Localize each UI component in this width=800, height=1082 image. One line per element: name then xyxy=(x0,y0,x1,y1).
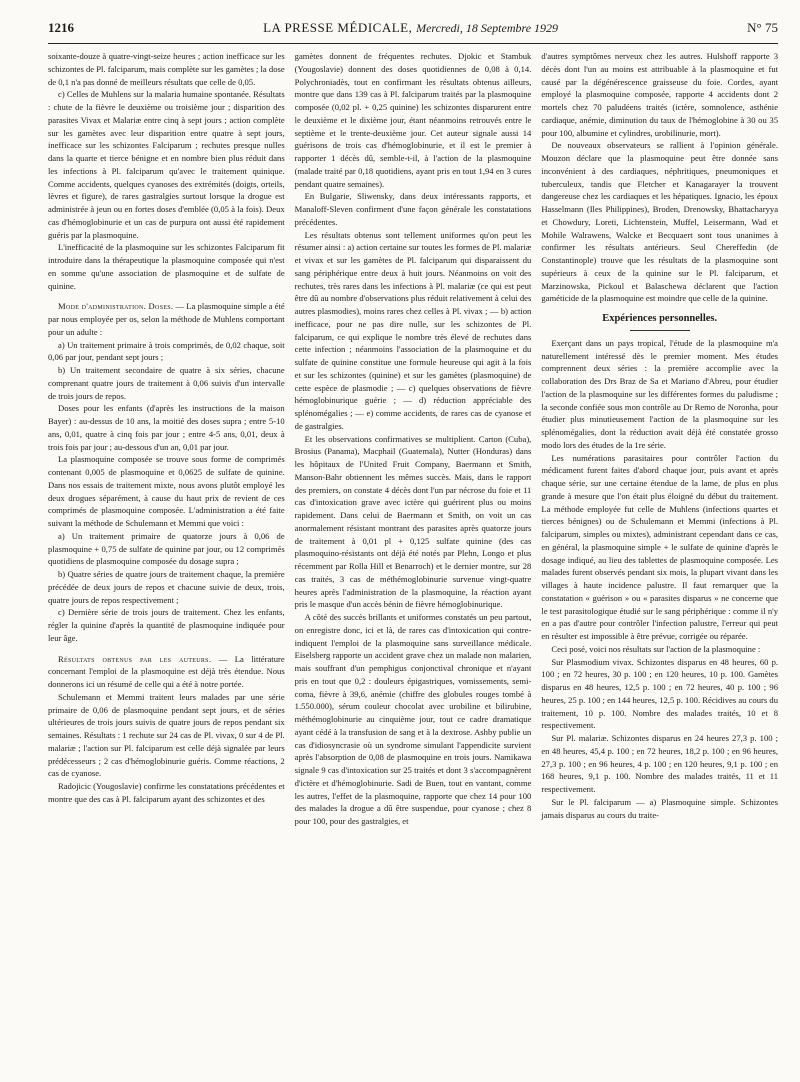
paragraph: Sur Pl. malariæ. Schizontes disparus en 24 heures 27,3 p. 100 ; en 48 heures, 45,4 p. 100 ; en 72 heures, 18,2 p. 100 ; en 96 heures, 27,3 p. 100 ; en 96 heures, 4 p. 100 ; en 120 heures, 9,1 p. 100 ; en 168 heures, 9,1 p. 100. Nombre des malades traités, 11 et 11 respectivement. xyxy=(541,733,779,794)
paragraph: a) Un traitement primaire à trois comprimés, de 0,02 chaque, soit 0,06 par jour, pendant sept jours ; xyxy=(48,339,285,363)
paragraph: En Bulgarie, Sliwensky, dans deux intéressants rapports, et Manaloff-Sleven confirment d'une façon générale les constatations précédentes. xyxy=(294,191,532,227)
paragraph: Et les observations confirmatives se multiplient. Carton (Cuba), Brosius (Panama), Macphail (Guatemala), Nutter (Honduras) dans les hôpitaux de l'United Fruit Company, Baermann et Smith, Manson-Bahr obtiennent les mêmes succès. Mais, dans le rapport des premiers, on constate 4 décès dont l'un par nécrose du foie et 11 cas d'intoxication grave avec ictère qui guérirent plus ou moins rapidement. Dans celui de Baermann et Smith, on voit un cas anormalement résistant montrant des parasites après quatorze jours de traitement à 0,01 pl + 0,125 sulfate quinine (des cas plasmoquino-résistants ont déjà été notés par Plehn, Longo et plus récemment par Rolla Hill et Benarroch) et le dernier montre, sur 28 cas traités, 3 cas de méthémoglobinurie survenue vingt-quatre heures après l'administration de la plasmoquine, la réaction ayant pris le masque d'un accès bénin de fièvre hémoglobinurique. xyxy=(294,433,532,610)
paragraph: Ceci posé, voici nos résultats sur l'action de la plasmoquine : xyxy=(551,643,761,654)
page-number: 1216 xyxy=(48,20,74,35)
paragraph: b) Quatre séries de quatre jours de traitement chaque, la première précédée de deux jours de repos et chacune suivie de deux, trois, quatre jours de repos respectivement ; xyxy=(48,569,285,605)
paragraph: La plasmoquine composée se trouve sous forme de comprimés contenant 0,005 de plasmoquine et 0,0625 de sulfate de quinine. Dans nos essais de traitement mixte, nous avons plutôt employé les deux drogues séparément, à cause du haut prix de revient de ces comprimés de plasmoquine composée. L'administration a été faite suivant la méthode de Schulemann et Memmi que voici : xyxy=(48,454,285,528)
column-middle xyxy=(295,50,532,1074)
paragraph: Schulemann et Memmi traitent leurs malades par une série primaire de 0,06 de plasmoquine pendant sept jours, et de séries ultérieures de trois jours suivis de quatre jours de repos pendant six semaines. Résultats : 1 rechute sur 24 cas de Pl. vivax, 0 sur 4 de Pl. malariæ ; l'action sur Pl. falciparum est celle déjà signalée par leurs prédécesseurs ; 2 cas d'hémoglobinurie guéris. Comme réactions, 2 cas de cyanose. xyxy=(48,691,285,779)
issue-number: N° 75 xyxy=(747,20,778,35)
paragraph: c) Celles de Muhlens sur la malaria humaine spontanée. Résultats : chute de la fièvre le deuxième ou troisième jour ; disparition des parasites Vivax et Malariæ entre cinq à sept jours ; action complète sur les gamètes avec leur disparition entre quatre à sept jours, inefficace sur les schizontes Falciparum ; rechutes presque nulles dans la quarte et tierce bénigne et en nombre bien plus réduit dans les infections à Pl. falciparum qu'avec le traitement quinique. Comme accidents, quelques cyanoses des extrémités (doigts, orteils, lèvres et figure), de rares gastralgies surtout lorsque la drogue est administrée à jeun ou en fortes doses d'emblée (0,05 à la fois). Deux cas d'hémoglobinurie et un cas de purpura ont aussi été rapidement guéris par la plasmoquine. xyxy=(48,89,285,240)
paragraph: a) Un traitement primaire de quatorze jours à 0,06 de plasmoquine + 0,75 de sulfate de quinine par jour, ou 12 comprimés quotidiens de plasmoquine composée du dosage supra ; xyxy=(48,530,285,567)
paragraph: Radojicic (Yougoslavie) confirme les constatations précédentes et montre que des cas à Pl. falciparum ayant des schizontes et des xyxy=(48,781,285,804)
paragraph: De nouveaux observateurs se rallient à l'opinion générale. Mouzon déclare que la plasmoquine peut être donnée sans inconvénient à des cardiaques, néphritiques, pneumoniques et tuberculeux, tandis que Fletcher et Kanagarayer la trouvent dangereuse chez les cardiaques et les hépatiques. Ignacio, les époux Hasselmann (Iles Philippines), Broden, Drenowsky, Bhattacharyya et Chowdury, Loreti, Lichtenstein, Muffel, Leisermann, Wad et Mohile Walrawens, Walcke et Becquaert sont tous unanimes à confirmer les résultats antérieurs. Seul Chereffedin (de Constantinople) trouve que les résultats de la plasmoquine sont supérieurs à ceux de la quinine sur le Pl. falciparum, et Marzinowska, Pickoul et Balaschewa déclarent que l'action gaméticide de la plasmoquine est moindre que celle de la quinine. xyxy=(541,140,779,304)
paragraph xyxy=(48,653,285,691)
paragraph: Les résultats obtenus sont tellement uniformes qu'on peut les résumer ainsi : a) action certaine sur toutes les formes de Pl. malariæ et vivax et sur les gamètes de Pl. falciparum qui disparaissent du sang périphérique entre deux à huit jours. Néanmoins on voit des rechutes, très rares dans les infections à Pl. malariæ (ce qui est peut être dû au nombre d'observations plus réduit relativement à celui des autres plasmodies), moins rares chez celles à Pl. vivax ; — b) action inefficace, pour ne pas dire nulle, sur les schizontes de Pl. falciparum, ce qui explique le nombre très élevé de rechutes dans cette infection ; néanmoins l'association de la plasmoquine et du sulfate de quinine constitue une formule heureuse qui agit à la fois et sur les schizontes (quinine) et sur les gamètes (plasmoquine) de cette espèce de plasmodie ; — c) quelques observations de fièvre hémoglobinurique guérie ; — d) réduction appréciable des splénomégalies ; — e) comme accidents, de rares cas de cyanose et de gastralgies. xyxy=(294,229,532,431)
paragraph: d'autres symptômes nerveux chez les autres. Hulshoff rapporte 3 décès dont l'un au moins est attribuable à la plasmoquine et fut causé par la dégénérescence graisseuse du foie. Cordes, ayant employé la plasmoquine composée, rapporte 4 accidents dont 2 mortels chez 70 paludéens traités (ictère, somnolence, asthénie cardiaque, anémie, diminution du taux de l'hémoglobine à 30 ou 35 pour 100, albumine et cylindres, urobilinurie, mort). xyxy=(541,51,779,138)
section-lead: Mode d'administration. Doses. xyxy=(58,301,174,312)
paragraph-text: — La plasmoquine simple a été par nous employée per os, selon la méthode de Muhlens comportant pour un adulte : xyxy=(48,301,285,337)
journal-title-line xyxy=(263,20,558,36)
text-columns xyxy=(48,50,778,1074)
paragraph: Doses pour les enfants (d'après les instructions de la maison Bayer) : au-dessus de 10 ans, la moitié des doses supra ; entre 5-10 ans, 0,01, quatre à cinq fois par jour ; entre 4-5 ans, 0,01, deux à trois fois par jour ; au-dessous d'un an, 0,01 par jour. xyxy=(48,403,285,452)
paragraph: Exerçant dans un pays tropical, l'étude de la plasmoquine m'a naturellement intéressé dès le premier moment. Mes études comprennent deux séries : la première accomplie avec la collaboration des Drs Braz de Sa et Mariano d'Abreu, pour étudier l'action de la plasmoquine sur les différentes formes du paludisme ; la seconde confiée sous mon contrôle au Dr Remo de Noronha, pour étudier plus minutieusement l'action de la plasmoquine sur les splénomégalies, dont la réduction avait déjà été constatée grosso modo lors des études de la 1re série. xyxy=(541,337,779,450)
paragraph-text: — La littérature concernant l'emploi de la plasmoquine est déjà très étendue. Nous donnerons ici un résumé de celle qui a été à notre portée. xyxy=(48,653,285,689)
column-right xyxy=(541,50,778,1074)
column-left xyxy=(48,50,285,1074)
paragraph: gamètes donnent de fréquentes rechutes. Djokic et Stambuk (Yougoslavie) donnent des doses quotidiennes de 0,08 à 0,14. Polychroniadès, tout en confirmant les résultats obtenus ailleurs, montre que dans 139 cas à Pl. falciparum traités par la plasmoquine composée (0,02 pl. + 0,25 quinine) les schizontes disparurent entre le deuxième et le dixième jour, étant néanmoins retrouvés entre le septième et le trente-deuxième jour. Cet auteur signale aussi 14 guérisons de trois cas d'hémoglobinurie, et il est le premier à rapporter 1 décès dû, semble-t-il, à l'action de la plasmoquine (malade traité par 0,18 quotidiens, ayant pris en tout 1,94 en 3 cures pendant quatre semaines). xyxy=(294,51,532,189)
section-heading: Expériences personnelles. xyxy=(541,313,778,331)
page-header xyxy=(48,20,778,38)
paragraph: Les numérations parasitaires pour contrôler l'action du médicament furent faites d'abord chaque jour, puis avant et après chaque série, sur une certaine étendue de la lame, de plus en plus grande à mesure que l'on était plus éloigné du début du traitement. La méthode employée fut celle de Muhlens (infections quartes et tierces bénignes) ou de Schulemann et Memmi (infections à Pl. falciparum, simples ou mixtes), administrant cependant dans ce cas, en général, la plasmoquine simple + le sulfate de quinine d'après le dosage indiqué, au lieu des tablettes de plasmoquine composée. Les malades furent observés pendant six mois, la plupart vivant dans les villages à haute incidence palustre. Il faut remarquer que la constatation « guérison » ou « parasites disparus » ne concerne que le test parasitologique étudié sur le sang périphérique : comme il n'y en a pas d'autre pour contrôler l'infection palustre, l'erreur qui peut en résulter est impossible à être prévue, corrigée ou réparée. xyxy=(541,452,779,641)
paragraph: c) Dernière série de trois jours de traitement. Chez les enfants, régler la quinine d'après la quantité de plasmoquine indiquée pour leur âge. xyxy=(48,607,285,643)
paragraph: Sur le Pl. falciparum — a) Plasmoquine simple. Schizontes jamais disparus au cours du traite- xyxy=(541,796,779,820)
paragraph xyxy=(48,300,285,338)
paragraph: b) Un traitement secondaire de quatre à six séries, chacune comprenant quatre jours de traitement à 0,06 suivis d'un intervalle de trois jours de repos. xyxy=(48,365,285,401)
paragraph: soixante-douze à quatre-vingt-seize heures ; action inefficace sur les schizontes de Pl. falciparum, mais complète sur les gamètes ; la dose de 0,1 n'a pas donné de meilleurs résultats que celle de 0,05. xyxy=(48,51,285,87)
paragraph: A côté des succès brillants et uniformes constatés un peu partout, on enregistre donc, ici et là, de rares cas d'intoxication qui contre-indiquent l'emploi de la plasmoquine sans surveillance médicale. Eiselsberg rapporte un accident grave chez un malade non malarien, mais souffrant d'un pemphigus conjonctival chronique et n'ayant pris en tout que 0,2 : douleurs épigastriques, vomissements, semi-coma, fièvre à 39,6, anémie (chiffre des globules rouges tombé à 1.550.000), sérum couleur chocolat avec urobiline et bilirubine, méthémoglobinurie au cinquième jour, tout ce cadre dramatique ayant cédé à la transfusion de sang et à la dextrose. Ashby publie un cas d'idiosyncrasie où un syndrome simulant l'appendicite survient après l'absorption de 0,08 de plasmoquine en trois jours. Namikawa signale 9 cas d'intoxication sur 25 traités et dont 3 s'accompagnèrent d'ictère et d'hémoglobinurie. Sadi de Buen, tout en vantant, comme les autres, l'effet de la plasmoquine, rapporte que chez 14 pour 100 des malades la drogue a dû être suspendue, pour cyanose ; chez 8 pour 100, pour des gastralgies, et xyxy=(294,612,532,826)
paragraph: Sur Plasmodium vivax. Schizontes disparus en 48 heures, 60 p. 100 ; en 72 heures, 30 p. 100 ; en 120 heures, 10 p. 100. Gamètes disparus en 48 heures, 12,5 p. 100 ; en 72 heures, 40 p. 100 ; 96 heures, 25 p. 100 ; en 144 heures, 12,5 p. 100. Récidives au cours du traitement, 10 p. 100. Nombre des malades traités, 10 et 8 respectivement. xyxy=(541,656,779,731)
section-lead: Résultats obtenus par les auteurs. xyxy=(58,653,212,664)
paragraph: L'inefficacité de la plasmoquine sur les schizontes Falciparum fit introduire dans la thérapeutique la plasmoquine composée qui n'est en somme qu'une association de plasmoquine et de sulfate de quinine. xyxy=(48,242,285,291)
header-rule xyxy=(48,43,778,44)
journal-title: LA PRESSE MÉDICALE, xyxy=(263,20,413,35)
issue-date: Mercredi, 18 Septembre 1929 xyxy=(416,21,559,35)
